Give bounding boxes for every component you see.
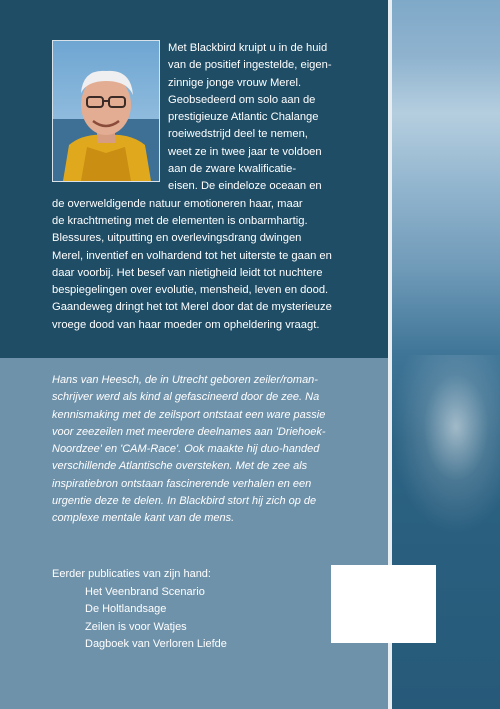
bio-line: voor zeezeilen met meerdere deelnames aan 'Driehoek-: [52, 425, 326, 438]
publication-item: De Holtlandsage: [85, 603, 167, 616]
synopsis-line: van de positief ingestelde, eigen-: [168, 59, 332, 72]
synopsis-line: Blessures, uitputting en overlevingsdrang dwingen: [52, 232, 302, 245]
synopsis-line: Gaandeweg dringt het tot Merel door dat de mysterieuze: [52, 301, 332, 314]
publication-item: Zeilen is voor Watjes: [85, 620, 187, 633]
synopsis-line: de krachtmeting met de elementen is onbarmhartig.: [52, 214, 308, 227]
bio-line: urgentie deze te delen. In Blackbird stort hij zich op de: [52, 495, 317, 508]
barcode-area: [331, 565, 436, 643]
publications-list: [52, 566, 356, 654]
synopsis-line: Merel, inventief en volhardend tot het uiterste te gaan en: [52, 249, 332, 262]
bio-line: Hans van Heesch, de in Utrecht geboren zeiler/roman-: [52, 374, 318, 386]
author-portrait-image: [53, 41, 159, 181]
synopsis-line: Met Blackbird kruipt u in de huid: [168, 42, 328, 54]
synopsis-line: zinnige jonge vrouw Merel.: [168, 76, 302, 89]
synopsis-line: eisen. De eindeloze oceaan en: [168, 180, 322, 193]
bio-line: inspiratiebron ontstaan fascinerende verhalen en een: [52, 477, 312, 490]
synopsis-line: Geobsedeerd om solo aan de: [168, 93, 316, 106]
publication-item: Het Veenbrand Scenario: [85, 585, 205, 598]
bio-line: kennismaking met de zeilsport ontstaat een ware passie: [52, 408, 326, 421]
synopsis-line: weet ze in twee jaar te voldoen: [168, 145, 322, 158]
synopsis-line: vroege dood van haar moeder om opheldering vraagt.: [52, 318, 320, 331]
author-photo: [52, 40, 160, 182]
sea-glare: [390, 355, 500, 535]
bio-line: complexe mentale kant van de mens.: [52, 512, 235, 525]
synopsis-line: roeiwedstrijd deel te nemen,: [168, 128, 308, 141]
synopsis-line: daar voorbij. Het besef van nietigheid leidt tot nuchtere: [52, 266, 323, 279]
bio-line: Noordzee' en 'CAM-Race'. Ook maakte hij duo-handed: [52, 443, 320, 456]
synopsis-line: de overweldigende natuur emotioneren haar, maar: [52, 197, 303, 210]
bio-line: schrijver werd als kind al gefascineerd door de zee. Na: [52, 391, 320, 404]
synopsis-line: prestigieuze Atlantic Chalange: [168, 111, 319, 124]
author-bio: [52, 372, 356, 528]
publication-item: Dagboek van Verloren Liefde: [85, 638, 227, 651]
publications-heading: Eerder publicaties van zijn hand:: [52, 568, 211, 580]
synopsis-line: aan de zware kwalificatie-: [168, 163, 297, 176]
bio-line: verschillende Atlantische oversteken. Met de zee als: [52, 460, 308, 473]
synopsis-line: bespiegelingen over evolutie, mensheid, leven en dood.: [52, 284, 329, 297]
